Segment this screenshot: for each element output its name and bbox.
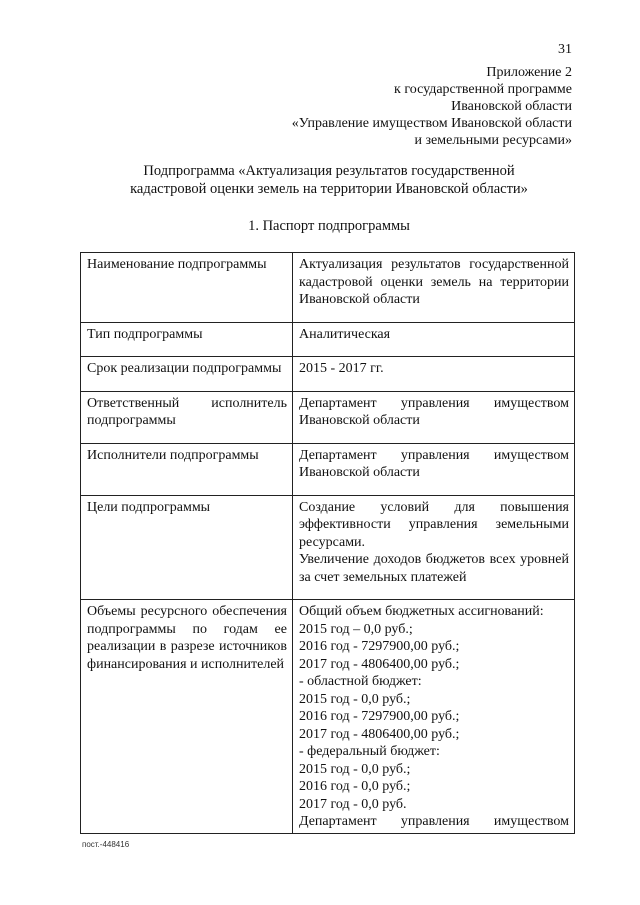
value-line: 2017 год - 0,0 руб. (299, 796, 407, 812)
row-value: 2015 - 2017 гг. (293, 357, 575, 392)
row-value: Департамент управления имуществом Ивановской области (293, 443, 575, 495)
value-line: Общий объем бюджетных ассигнований: (299, 604, 544, 619)
page-number: 31 (558, 42, 572, 57)
row-value: Аналитическая (293, 322, 575, 357)
row-label: Наименование подпрограммы (81, 253, 293, 323)
row-label: Исполнители подпрограммы (81, 443, 293, 495)
appendix-line: к государственной программе (394, 82, 572, 97)
row-label: Срок реализации подпрограммы (81, 357, 293, 392)
table-row (81, 253, 575, 323)
row-label: Тип подпрограммы (81, 322, 293, 357)
appendix-header (292, 64, 572, 149)
value-line: - областной бюджет: (299, 674, 422, 689)
row-label: Объемы ресурсного обеспечения подпрограммы по годам ее реализации в разрезе источников финансирования и исполнителей (81, 600, 293, 834)
value-paragraph: Создание условий для повышения эффективности управления земельными ресурсами. (299, 499, 569, 550)
value-line: 2017 год - 4806400,00 руб.; (299, 656, 460, 672)
table-row (81, 391, 575, 443)
value-line: 2016 год - 7297900,00 руб.; (299, 639, 460, 654)
table-row (81, 495, 575, 600)
value-line: 2015 год - 0,0 руб.; (299, 691, 411, 707)
table-row (81, 322, 575, 357)
value-line: 2016 год - 0,0 руб.; (299, 779, 411, 794)
document-code: пост.-448416 (82, 840, 130, 849)
row-label: Цели подпрограммы (81, 495, 293, 600)
appendix-line: Ивановской области (451, 99, 572, 114)
row-value (293, 495, 575, 600)
value-line: Департамент управления имуществом (299, 814, 569, 829)
value-line: 2016 год - 7297900,00 руб.; (299, 709, 460, 724)
row-value: Актуализация результатов государственной кадастровой оценки земель на территории Ивановской области (293, 253, 575, 323)
value-paragraph: Увеличение доходов бюджетов всех уровней за счет земельных платежей (299, 552, 569, 585)
appendix-line: Приложение 2 (486, 65, 572, 80)
value-line: 2017 год - 4806400,00 руб.; (299, 726, 460, 742)
subprogram-title-line: Подпрограмма «Актуализация результатов государственной (143, 163, 515, 179)
appendix-line: «Управление имуществом Ивановской области (291, 116, 572, 131)
table-row (81, 600, 575, 834)
row-value: Департамент управления имуществом Ивановской области (293, 391, 575, 443)
value-line: 2015 год - 0,0 руб.; (299, 761, 411, 777)
passport-heading: 1. Паспорт подпрограммы (248, 218, 410, 234)
appendix-line: и земельными ресурсами» (414, 133, 572, 148)
table-row (81, 443, 575, 495)
value-line: - федеральный бюджет: (299, 744, 440, 759)
table-row (81, 357, 575, 392)
row-value (293, 600, 575, 834)
subprogram-title (70, 162, 588, 198)
row-label: Ответственный исполнитель подпрограммы (81, 391, 293, 443)
value-line: 2015 год – 0,0 руб.; (299, 621, 413, 637)
passport-table (80, 252, 575, 834)
subprogram-title-line: кадастровой оценки земель на территории Ивановской области» (130, 181, 528, 197)
